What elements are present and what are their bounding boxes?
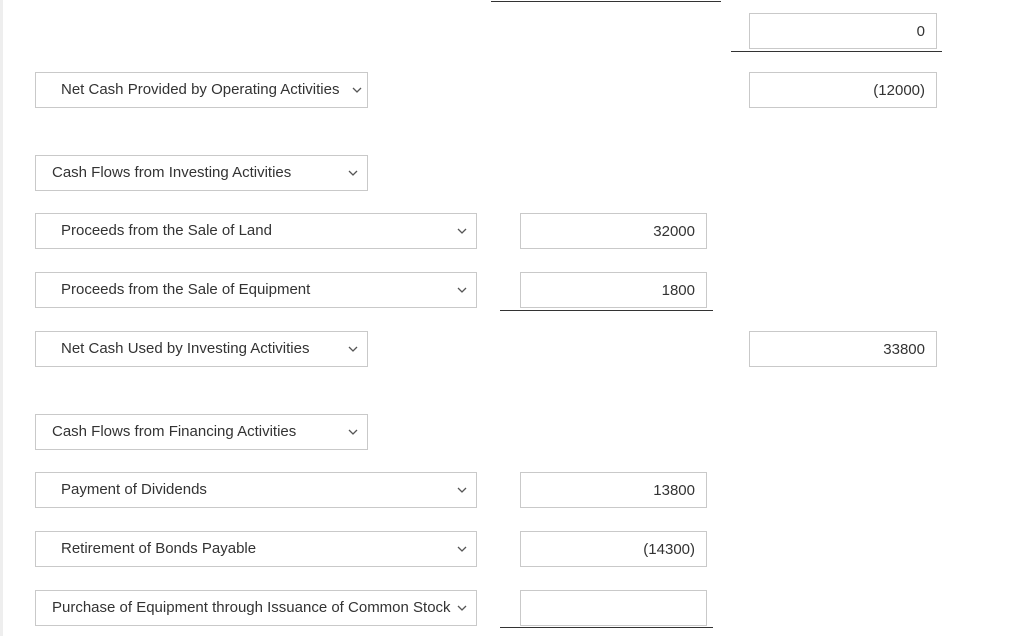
sale-of-equipment-input[interactable]	[520, 272, 707, 308]
net-operating-select[interactable]	[35, 72, 368, 108]
dividends-input[interactable]	[520, 472, 707, 508]
chevron-down-icon	[348, 428, 358, 436]
equipment-stock-select[interactable]	[35, 590, 477, 626]
financing-header-select[interactable]	[35, 414, 368, 450]
investing-header-select[interactable]	[35, 155, 368, 191]
net-investing-select[interactable]	[35, 331, 368, 367]
financing-subtotal-rule	[500, 627, 713, 628]
sale-of-equipment-label: Proceeds from the Sale of Equipment	[61, 281, 311, 298]
financing-header-label: Cash Flows from Financing Activities	[52, 423, 297, 440]
net-investing-label: Net Cash Used by Investing Activities	[61, 340, 310, 357]
investing-subtotal-rule	[500, 310, 713, 311]
chevron-down-icon	[348, 345, 358, 353]
chevron-down-icon	[457, 286, 467, 294]
chevron-down-icon	[457, 604, 467, 612]
sale-of-land-input[interactable]	[520, 213, 707, 249]
investing-header-label: Cash Flows from Investing Activities	[52, 164, 292, 181]
chevron-down-icon	[352, 86, 362, 94]
bonds-input[interactable]	[520, 531, 707, 567]
sale-of-equipment-select[interactable]	[35, 272, 477, 308]
bonds-select[interactable]	[35, 531, 477, 567]
left-border	[0, 0, 3, 636]
equipment-stock-input[interactable]	[520, 590, 707, 626]
dividends-label: Payment of Dividends	[61, 481, 207, 498]
net-investing-total-input[interactable]	[749, 331, 937, 367]
equipment-stock-label: Purchase of Equipment through Issuance of Common Stock	[52, 599, 451, 616]
sale-of-land-label: Proceeds from the Sale of Land	[61, 222, 272, 239]
opening-total-input[interactable]	[749, 13, 937, 49]
chevron-down-icon	[457, 227, 467, 235]
chevron-down-icon	[457, 486, 467, 494]
chevron-down-icon	[457, 545, 467, 553]
top-subtotal-rule	[491, 1, 721, 2]
bonds-label: Retirement of Bonds Payable	[61, 540, 257, 557]
net-operating-total-input[interactable]	[749, 72, 937, 108]
chevron-down-icon	[348, 169, 358, 177]
dividends-select[interactable]	[35, 472, 477, 508]
sale-of-land-select[interactable]	[35, 213, 477, 249]
net-operating-label: Net Cash Provided by Operating Activities	[61, 81, 340, 98]
total-rule-top	[731, 51, 942, 52]
